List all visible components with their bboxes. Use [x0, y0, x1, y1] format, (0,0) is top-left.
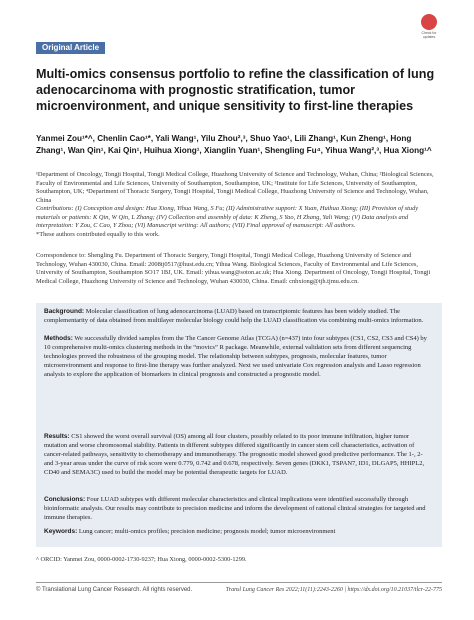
keywords-label: Keywords: [44, 528, 78, 535]
copyright-notice: © Translational Lung Cancer Research. All rights reserved. [36, 587, 193, 593]
results-text: CS1 showed the worst overall survival (OS) among all four clusters, possibly related to its poor immune infiltration, higher tumor mutation and worse chromosomal stability. Patients in different subtypes differed significantly in cancer stem cell characteristics, activation of cancer-related pathways, sensitivity to chemotherapy and immunotherapy. The prognostic model showed good predictive performance. The 1-, 2- and 3-year areas under the curve of risk score were 0.779, 0.742 and 0.678, respectively. Seven genes (DKK1, TSPAN7, ID1, DLGAP5, HHIPL2, CD40 and SEMA3C) used to build the model may be potential therapeutic targets for LUAD. [44, 433, 425, 476]
contributions: Contributions: (I) Conception and design: Hua Xiong, Yihua Wang, S Fu; (II) Administrative support: X Yuan, Huihua Xiong; (III) Provision of study materials or patients: K Qin, W Qin, L Zhang; (IV) Collection and assembly of data: K Zheng, S Yao, H Zhang, Yali Wang; (V) Data analysis and interpretation: Y Zou, C Cao, Y Zhou; (VI) Manuscript writing: All authors; (VII) Final approval of manuscript: All authors. [36, 205, 419, 230]
contributions-block [36, 205, 442, 239]
author-list: Yanmei Zou¹*^, Chenlin Cao¹*, Yali Wang¹, Yilu Zhou²,³, Shuo Yao¹, Lili Zhang¹, Kun Zheng¹, Hong Zhang¹, Wan Qin¹, Kai Qin¹, Huihua Xiong¹, Xianglin Yuan¹, Shengling Fu⁴, Yihua Wang²,³, Hua Xiong¹^ [36, 134, 432, 155]
check-updates-icon [421, 14, 437, 30]
methods-text: We successfully divided samples from the The Cancer Genome Atlas (TCGA) (n=437) into four subtypes (CS1, CS2, CS3 and CS4) by 10 comprehensive multi-omics clustering methods in the “movics” R package. Meanwhile, external validation sets from different sequencing technologies proved the robustness of the grouping model. The relationship between subtypes, prognosis, molecular features, tumor microenvironment and response to first-line therapy was further analyzed. Next we used univariate Cox regression analysis and Lasso regression analysis to explore the application of biomarkers in clinical prognosis and constructed a prognostic model. [44, 335, 427, 378]
keywords-text: Lung cancer; multi-omics profiles; precision medicine; prognosis model; tumor microenvironment [77, 528, 336, 535]
equal-contribution-note: *These authors contributed equally to this work. [36, 230, 160, 238]
article-type-label: Original Article [36, 42, 105, 54]
conclusions-text: Four LUAD subtypes with different molecular characteristics and clinical implications were identified successfully through bioinformatic analysis. Our results may contribute to precision medicine and inform the development of rational clinical strategies for targeted and immune therapies. [44, 496, 426, 521]
journal-citation[interactable]: Transl Lung Cancer Res 2022;11(11):2243-2260 | https://dx.doi.org/10.21037/tlcr-22-775 [225, 587, 442, 593]
abstract-keywords [44, 528, 432, 537]
results-label: Results: [44, 433, 70, 440]
background-label: Background: [44, 308, 85, 315]
check-updates-label: Check for updates [421, 31, 437, 39]
correspondence: Correspondence to: Shengling Fu. Department of Thoracic Surgery, Tongji Hospital, Tongji Medical College, Huazhong University of Science and Technology, Wuhan 430030, China. Email: 2008tj0517@hust.edu.cn; Yihua Wang. Biological Sciences, Faculty of Environmental and Life Sciences, University of Southampton, Southampton SO17 1BJ, UK. Email: yihua.wang@soton.ac.uk; Hua Xiong. Department of Oncology, Tongji Hospital, Tongji Medical College, Huazhong University of Science and Technology, Wuhan 430030, China. Email: cnhxiong@tjh.tjmu.edu.cn. [36, 252, 431, 285]
background-text: Molecular classification of lung adenocarcinoma (LUAD) based on transcriptomic features has been widely studied. The complementarity of data obtained from multilayer molecular biology could help the LUAD classification via combining multi-omics information. [44, 308, 424, 324]
abstract-background [44, 308, 432, 326]
footer-divider [36, 582, 442, 583]
abstract [36, 303, 442, 547]
conclusions-label: Conclusions: [44, 496, 86, 503]
article-title: Multi-omics consensus portfolio to refine the classification of lung adenocarcinoma with prognostic stratification, tumor microenvironment, and unique sensitivity to first-line therapies [36, 67, 435, 113]
methods-label: Methods: [44, 335, 73, 342]
orcid-note: ^ ORCID: Yanmei Zou, 0000-0002-1730-9237; Hua Xiong, 0000-0002-5300-1299. [36, 556, 247, 563]
abstract-conclusions [44, 496, 432, 523]
abstract-results [44, 433, 432, 478]
affiliations: ¹Department of Oncology, Tongji Hospital, Tongji Medical College, Huazhong University of Science and Technology, Wuhan, China; ²Biological Sciences, Faculty of Environmental and Life Sciences, University of Southampton, Southampton, UK; ³Institute for Life Sciences, University of Southampton, Southampton, UK; ⁴Department of Thoracic Surgery, Tongji Hospital, Tongji Medical College, Huazhong University of Science and Technology, Wuhan, China [36, 171, 434, 204]
abstract-methods [44, 335, 432, 380]
check-for-updates-badge[interactable] [418, 14, 440, 40]
page-header [0, 0, 474, 36]
